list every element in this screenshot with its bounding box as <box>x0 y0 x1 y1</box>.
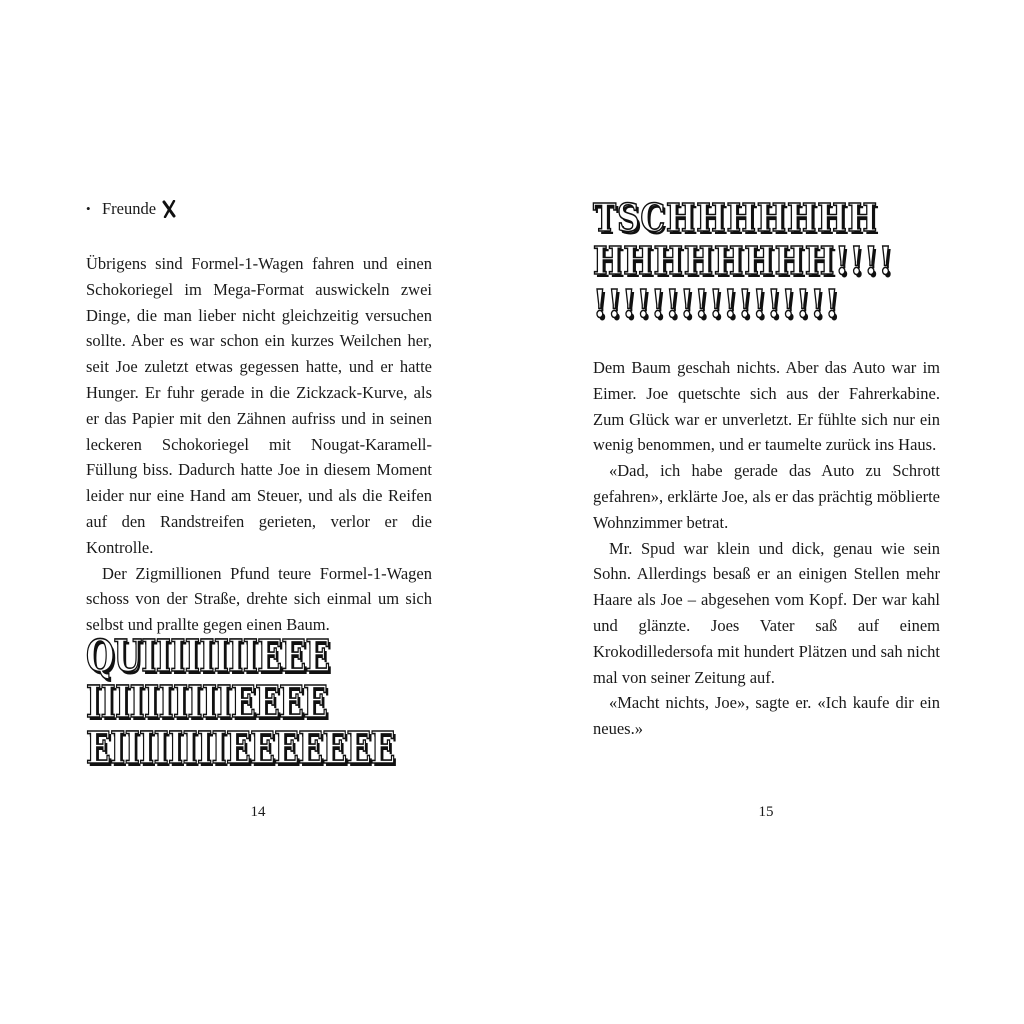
sound-effect-line: EIIIIIIIIEEEEEEE <box>86 723 395 774</box>
sound-effect-line: TSCHHHHHHH <box>593 195 878 240</box>
paragraph: Mr. Spud war klein und dick, genau wie sein Sohn. Allerdings besaß er an einigen Stellen mehr Haare als Joe – abgesehen vom Kopf. Der war kahl und glänzte. Joes Vater saß auf einem Krokodilledersofa mit hundert Plätzen und sah nicht mal von seiner Zeitung auf. <box>593 538 940 687</box>
paragraph: «Dad, ich habe gerade das Auto zu Schrott gefahren», erklärte Joe, als er das prächtig möblierte Wohnzimmer betrat. <box>593 461 940 532</box>
right-page <box>593 0 940 1024</box>
page-number: 15 <box>758 804 774 820</box>
right-body-text <box>593 355 940 742</box>
sound-effect-line: HHHHHHHH!!!! <box>593 238 894 283</box>
left-body-text <box>86 251 432 638</box>
left-page <box>86 0 432 1024</box>
paragraph: Der Zigmillionen Pfund teure Formel-1-Wagen schoss von der Straße, drehte sich einmal um sich selbst und prallte gegen einen Baum. <box>86 563 432 635</box>
bullet-item <box>86 196 176 222</box>
paragraph: Dem Baum geschah nichts. Aber das Auto war im Eimer. Joe quetschte sich aus der Fahrerkabine. Zum Glück war er unverletzt. Er fühlte sich nur ein wenig benommen, und er taumelte zurück ins Haus. <box>593 358 940 455</box>
sound-effect-line: !!!!!!!!!!!!!!!!! <box>593 281 840 326</box>
sound-effect-line: IIIIIIIIIIEEEE <box>86 677 328 728</box>
paragraph: «Macht nichts, Joe», sagte er. «Ich kaufe dir ein neues.» <box>593 693 940 739</box>
sound-effect-quiiieee <box>86 631 432 774</box>
sound-effect-line: QUIIIIIIIIEEE <box>86 631 330 682</box>
page-number: 14 <box>250 804 266 820</box>
cross-mark-icon <box>162 200 176 218</box>
paragraph: Übrigens sind Formel-1-Wagen fahren und einen Schokoriegel im Mega-Format auswickeln zwei Dinge, die man lieber nicht gleichzeitig versuchen sollte. Aber es war schon ein kurzes Weilchen her, seit Joe zuletzt etwas gegessen hatte, und er hatte Hunger. Er fuhr gerade in die Zickzack-Kurve, als er das Papier mit den Zähnen aufriss und in seinen leckeren Schokoriegel mit Nougat-Karamell-Füllung biss. Dadurch hatte Joe in diesem Moment leider nur eine Hand am Steuer, und als die Reifen auf den Randstreifen gerieten, verlor er die Kontrolle. <box>86 254 432 557</box>
bullet-text: Freunde <box>102 199 157 218</box>
sound-effect-tschhhh <box>593 196 940 325</box>
bullet-symbol: • <box>86 201 91 216</box>
